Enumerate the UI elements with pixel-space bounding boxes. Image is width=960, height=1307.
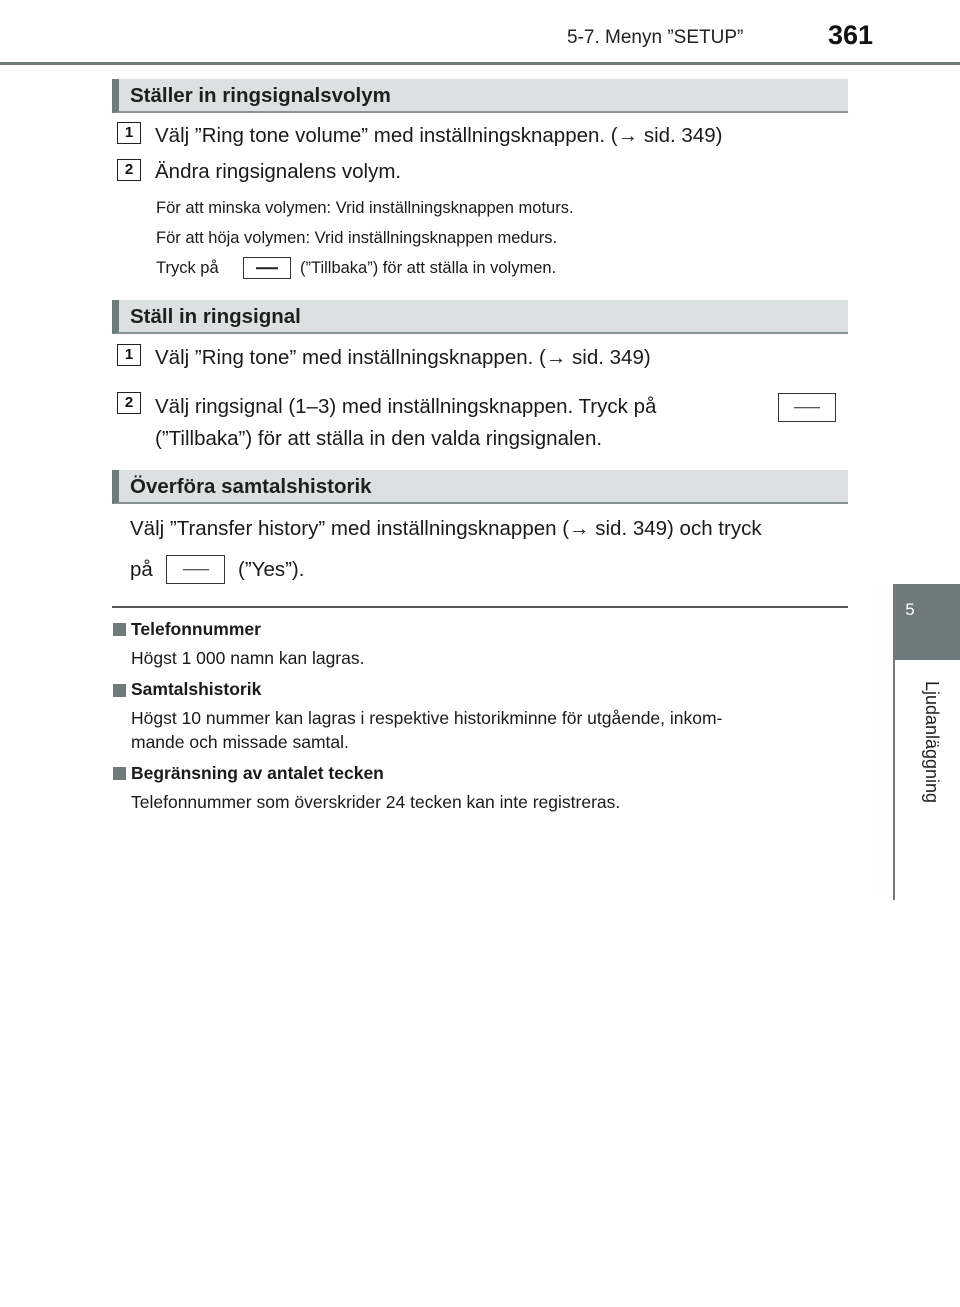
step-text: Ändra ringsignalens volym. (155, 160, 402, 183)
back-button-icon (778, 393, 836, 422)
sub-text: För att höja volymen: Vrid inställningsknappen medurs. (156, 229, 558, 247)
sub-text: Tryck på (156, 259, 219, 277)
step-number: 1 (117, 344, 141, 366)
square-bullet-icon (113, 623, 126, 636)
body-text: på (130, 558, 153, 581)
section-title: Ställ in ringsignal (130, 305, 301, 328)
note-title: Begränsning av antalet tecken (131, 763, 384, 783)
sub-text: För att minska volymen: Vrid inställningsknappen moturs. (156, 199, 574, 217)
square-bullet-icon (113, 767, 126, 780)
note-text: Högst 1 000 namn kan lagras. (131, 648, 365, 668)
body-text: (”Yes”). (238, 558, 305, 581)
sub-text: (”Tillbaka”) för att ställa in volymen. (300, 259, 557, 277)
page-number: 361 (828, 20, 874, 50)
note-text: Telefonnummer som överskrider 24 tecken kan inte registreras. (131, 792, 621, 812)
header-rule (0, 62, 960, 65)
step-number: 2 (117, 159, 141, 181)
note-text: Högst 10 nummer kan lagras i respektive historikminne för utgående, inkom- (131, 708, 723, 728)
section-header-ringtone (112, 300, 848, 334)
back-button-icon (243, 257, 291, 279)
chapter-tab-number: 5 (905, 600, 915, 619)
square-bullet-icon (113, 684, 126, 697)
note-title: Telefonnummer (131, 619, 261, 639)
chapter-title: 5-7. Menyn ”SETUP” (567, 27, 744, 48)
step-text: Välj ringsignal (1–3) med inställningsknappen. Tryck på (155, 395, 657, 418)
step-text: Välj ”Ring tone volume” med inställningsknappen. (→ sid. 349) (155, 124, 723, 147)
note-text: mande och missade samtal. (131, 732, 349, 752)
body-text: Välj ”Transfer history” med inställningsknappen (→ sid. 349) och tryck (130, 517, 762, 540)
step-number: 2 (117, 392, 141, 414)
step-text: (”Tillbaka”) för att ställa in den valda ringsignalen. (155, 427, 603, 450)
section-header-ringtone-volume (112, 79, 848, 113)
yes-button-icon (166, 555, 225, 584)
section-header-transfer-history (112, 470, 848, 504)
chapter-tab (893, 584, 960, 660)
section-title: Ställer in ringsignalsvolym (130, 84, 391, 107)
notes-divider (112, 606, 848, 608)
chapter-tab-label: Ljudanläggning (922, 680, 942, 804)
step-text: Välj ”Ring tone” med inställningsknappen. (→ sid. 349) (155, 346, 651, 369)
step-number: 1 (117, 122, 141, 144)
section-title: Överföra samtalshistorik (130, 475, 372, 498)
note-title: Samtalshistorik (131, 679, 262, 699)
